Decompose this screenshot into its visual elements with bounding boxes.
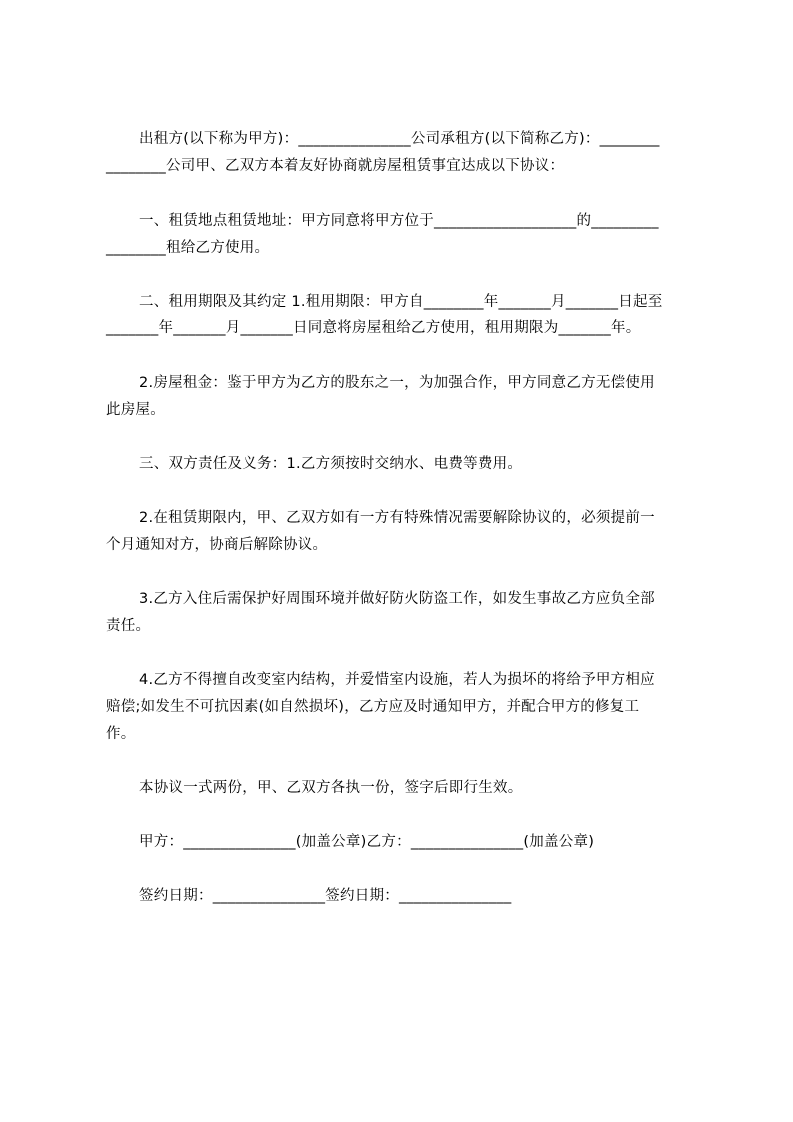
duty-4-line-2: 赔偿;如发生不可抗因素(如自然损坏)，乙方应及时通知甲方，并配合甲方的修复工: [106, 699, 640, 715]
duty-4-line-3: 作。: [106, 726, 136, 742]
intro-line-2: ________公司甲、乙双方本着友好协商就房屋租赁事宜达成以下协议：: [106, 158, 565, 174]
duty-2-line-1: 2.在租赁期限内，甲、乙双方如有一方有特殊情况需要解除协议的，必须提前一: [139, 510, 655, 526]
clause-2-line-1: 二、租用期限及其约定 1.租用期限：甲方自________年_______月_______日起至: [139, 294, 663, 310]
signature-line: 甲方：_______________(加盖公章)乙方：_______________(加盖公章): [139, 834, 595, 850]
effectiveness-line: 本协议一式两份，甲、乙双方各执一份，签字后即行生效。: [139, 780, 523, 796]
duty-2-line-2: 个月通知对方，协商后解除协议。: [106, 537, 328, 553]
duty-3-line-1: 3.乙方入住后需保护好周围环境并做好防火防盗工作，如发生事故乙方应负全部: [139, 591, 655, 607]
rent-line-1: 2.房屋租金：鉴于甲方为乙方的股东之一，为加强合作，甲方同意乙方无偿使用: [139, 375, 655, 391]
duty-4-line-1: 4.乙方不得擅自改变室内结构，并爱惜室内设施，若人为损坏的将给予甲方相应: [139, 672, 655, 688]
clause-1-line-2: ________租给乙方使用。: [106, 240, 270, 256]
intro-line-1: 出租方(以下称为甲方)：_______________公司承租方(以下简称乙方)：________: [139, 131, 660, 147]
clause-1-line-1: 一、租赁地点租赁地址：甲方同意将甲方位于___________________的_________: [139, 213, 659, 229]
rent-line-2: 此房屋。: [106, 402, 165, 418]
clause-2-line-2: _______年_______月_______日同意将房屋租给乙方使用，租用期限为_______年。: [106, 320, 641, 336]
duty-3-line-2: 责任。: [106, 618, 151, 634]
clause-3-line-1: 三、双方责任及义务：1.乙方须按时交纳水、电费等费用。: [139, 456, 523, 472]
date-line: 签约日期：_______________签约日期：_______________: [139, 888, 512, 904]
